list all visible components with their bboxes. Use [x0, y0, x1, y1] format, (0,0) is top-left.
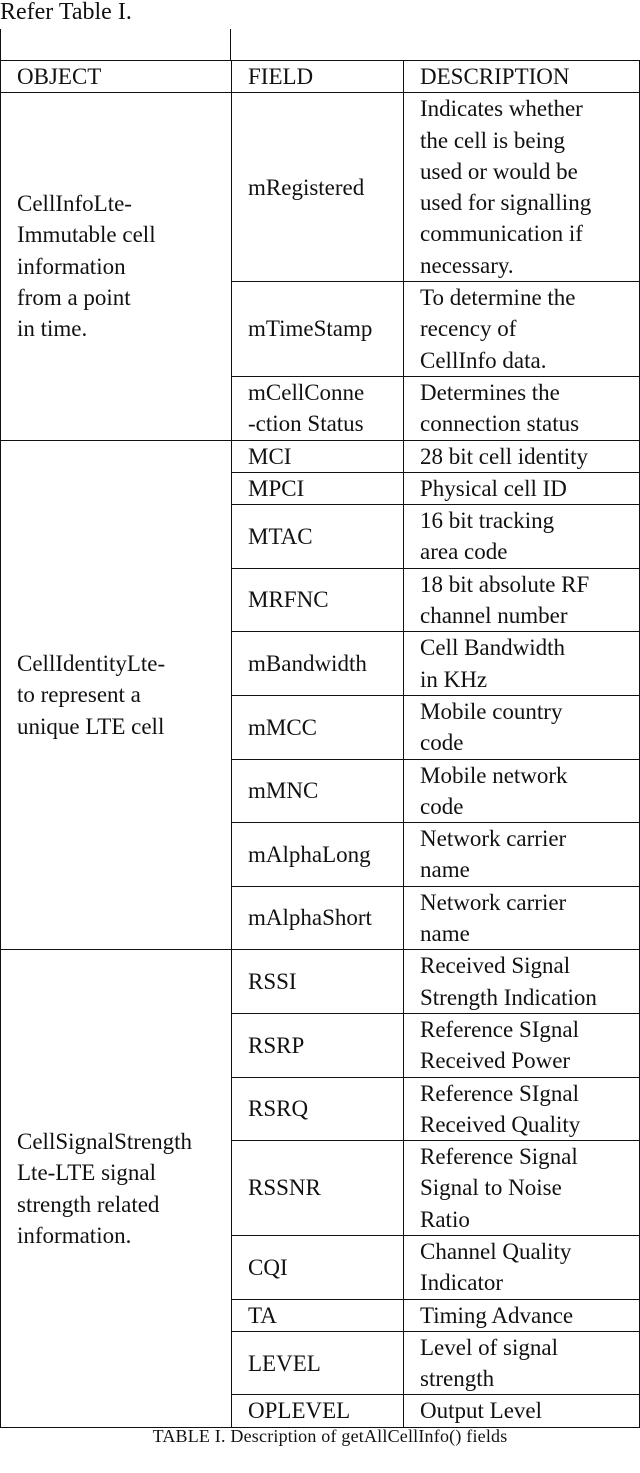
field-cell: mTimeStamp — [232, 282, 404, 377]
table-caption: TABLE I. Description of getAllCellInfo() fields — [152, 1426, 508, 1446]
header-field: FIELD — [232, 61, 404, 93]
field-cell: mRegistered — [232, 93, 404, 282]
field-cell: mMNC — [232, 759, 404, 823]
field-cell: MCI — [232, 440, 404, 472]
table-row — [1, 93, 640, 282]
table-header-row — [1, 61, 640, 93]
field-cell: MTAC — [232, 505, 404, 569]
field-cell: mAlphaLong — [232, 823, 404, 887]
field-cell: LEVEL — [232, 1331, 404, 1395]
description-cell: Received Signal Strength Indication — [404, 950, 640, 1014]
description-cell: Network carrier name — [404, 886, 640, 950]
description-cell: Indicates whether the cell is being used or would be used for signalling communication if necessary. — [404, 93, 640, 282]
field-cell: mAlphaShort — [232, 886, 404, 950]
cellinfo-table — [0, 60, 640, 1428]
field-cell: mBandwidth — [232, 632, 404, 696]
description-cell: 18 bit absolute RF channel number — [404, 568, 640, 632]
description-cell: Output Level — [404, 1395, 640, 1427]
description-cell: Channel Quality Indicator — [404, 1236, 640, 1300]
field-cell: RSRQ — [232, 1077, 404, 1141]
field-cell: mCellConne -ction Status — [232, 376, 404, 440]
field-cell: mMCC — [232, 695, 404, 759]
description-cell: Timing Advance — [404, 1299, 640, 1331]
header-description: DESCRIPTION — [404, 61, 640, 93]
table-top-stub-middle — [230, 29, 231, 60]
table-row — [1, 440, 640, 472]
field-cell: RSSI — [232, 950, 404, 1014]
header-object: OBJECT — [1, 61, 232, 93]
description-cell: Mobile network code — [404, 759, 640, 823]
description-cell: Cell Bandwidth in KHz — [404, 632, 640, 696]
object-cell: CellIdentityLte- to represent a unique LTE cell — [1, 440, 232, 950]
field-cell: RSRP — [232, 1013, 404, 1077]
field-cell: MPCI — [232, 472, 404, 504]
description-cell: Level of signal strength — [404, 1331, 640, 1395]
intro-text: Refer Table I. — [0, 0, 132, 25]
field-cell: MRFNC — [232, 568, 404, 632]
description-cell: Reference Signal Signal to Noise Ratio — [404, 1141, 640, 1236]
object-cell: CellInfoLte- Immutable cell information from a point in time. — [1, 93, 232, 440]
description-cell: 28 bit cell identity — [404, 440, 640, 472]
field-cell: RSSNR — [232, 1141, 404, 1236]
description-cell: Physical cell ID — [404, 472, 640, 504]
object-cell: CellSignalStrength Lte-LTE signal strength related information. — [1, 950, 232, 1427]
description-cell: Network carrier name — [404, 823, 640, 887]
description-cell: Determines the connection status — [404, 376, 640, 440]
field-cell: OPLEVEL — [232, 1395, 404, 1427]
description-cell: Reference SIgnal Received Power — [404, 1013, 640, 1077]
description-cell: Reference SIgnal Received Quality — [404, 1077, 640, 1141]
description-cell: 16 bit tracking area code — [404, 505, 640, 569]
field-cell: TA — [232, 1299, 404, 1331]
description-cell: To determine the recency of CellInfo data. — [404, 282, 640, 377]
table-top-stub-left — [0, 29, 1, 60]
table-row — [1, 950, 640, 1014]
description-cell: Mobile country code — [404, 695, 640, 759]
field-cell: CQI — [232, 1236, 404, 1300]
